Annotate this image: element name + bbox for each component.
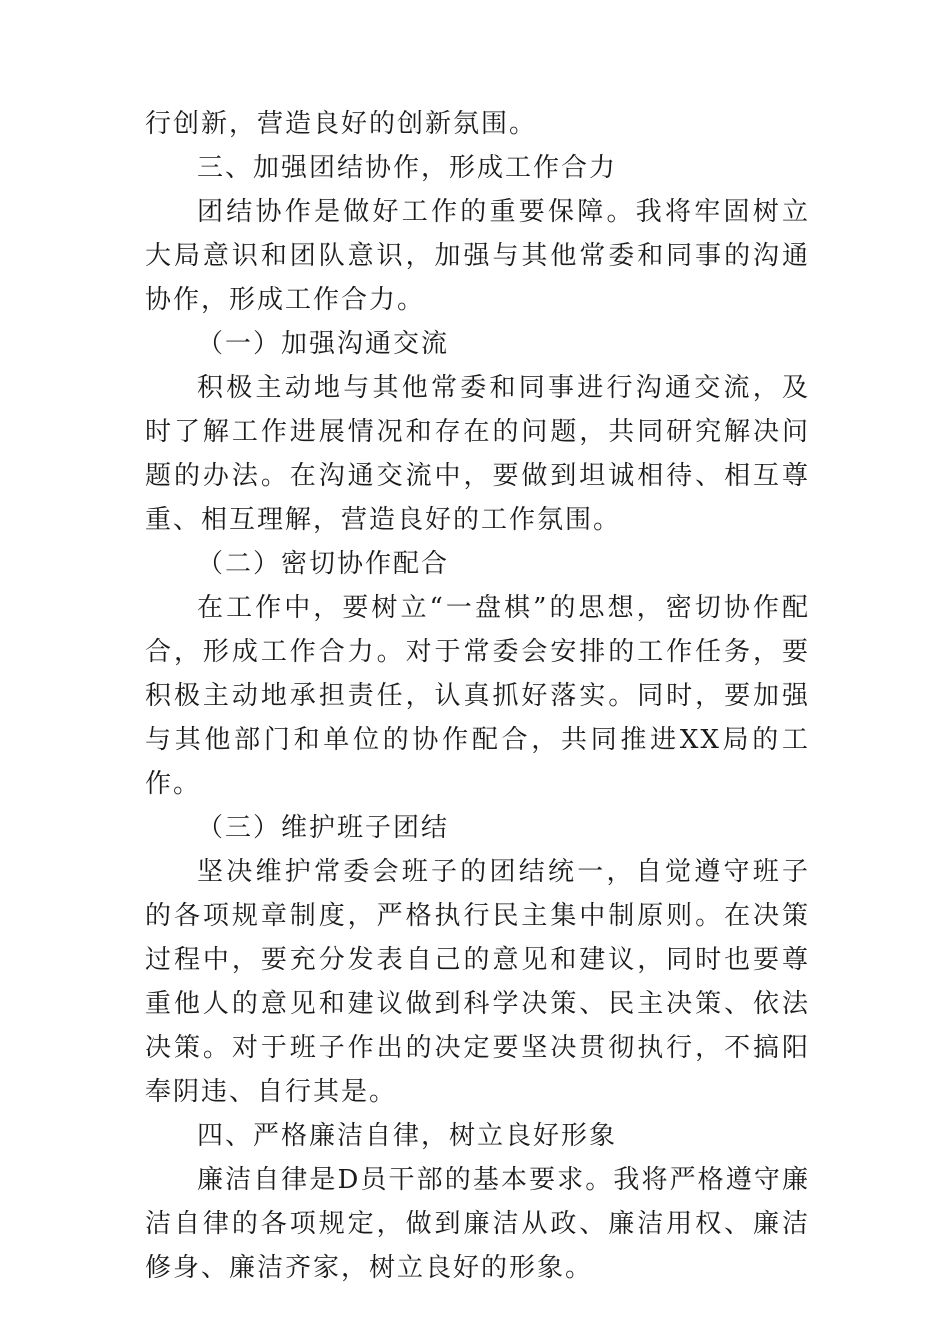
paragraph: 积极主动地与其他常委和同事进行沟通交流，及时了解工作进展情况和存在的问题，共同研究解决问题的办法。在沟通交流中，要做到坦诚相待、相互尊重、相互理解，营造良好的工作氛围。 — [145, 373, 810, 535]
paragraph-continuation: 行创新，营造良好的创新氛围。 — [145, 109, 538, 139]
paragraph: 团结协作是做好工作的重要保障。我将牢固树立大局意识和团队意识，加强与其他常委和同事的沟通协作，形成工作合力。 — [145, 197, 810, 315]
subheading-2: （二）密切协作配合 — [197, 549, 450, 579]
paragraph: 廉洁自律是D员干部的基本要求。我将严格遵守廉洁自律的各项规定，做到廉洁从政、廉洁用权、廉洁修身、廉洁齐家，树立良好的形象。 — [145, 1165, 810, 1283]
paragraph: 在工作中，要树立“一盘棋”的思想，密切协作配合，形成工作合力。对于常委会安排的工作任务，要积极主动地承担责任，认真抓好落实。同时，要加强与其他部门和单位的协作配合，共同推进XX局的工作。 — [145, 593, 810, 799]
paragraph: 坚决维护常委会班子的团结统一，自觉遵守班子的各项规章制度，严格执行民主集中制原则。在决策过程中，要充分发表自己的意见和建议，同时也要尊重他人的意见和建议做到科学决策、民主决策、依法决策。对于班子作出的决定要坚决贯彻执行，不搞阳奉阴违、自行其是。 — [145, 857, 810, 1107]
subheading-1: （一）加强沟通交流 — [197, 329, 450, 359]
section-heading-3: 三、加强团结协作，形成工作合力 — [197, 153, 618, 183]
subheading-3: （三）维护班子团结 — [197, 813, 450, 843]
section-heading-4: 四、严格廉洁自律，树立良好形象 — [197, 1121, 618, 1151]
document-body — [145, 102, 810, 1290]
